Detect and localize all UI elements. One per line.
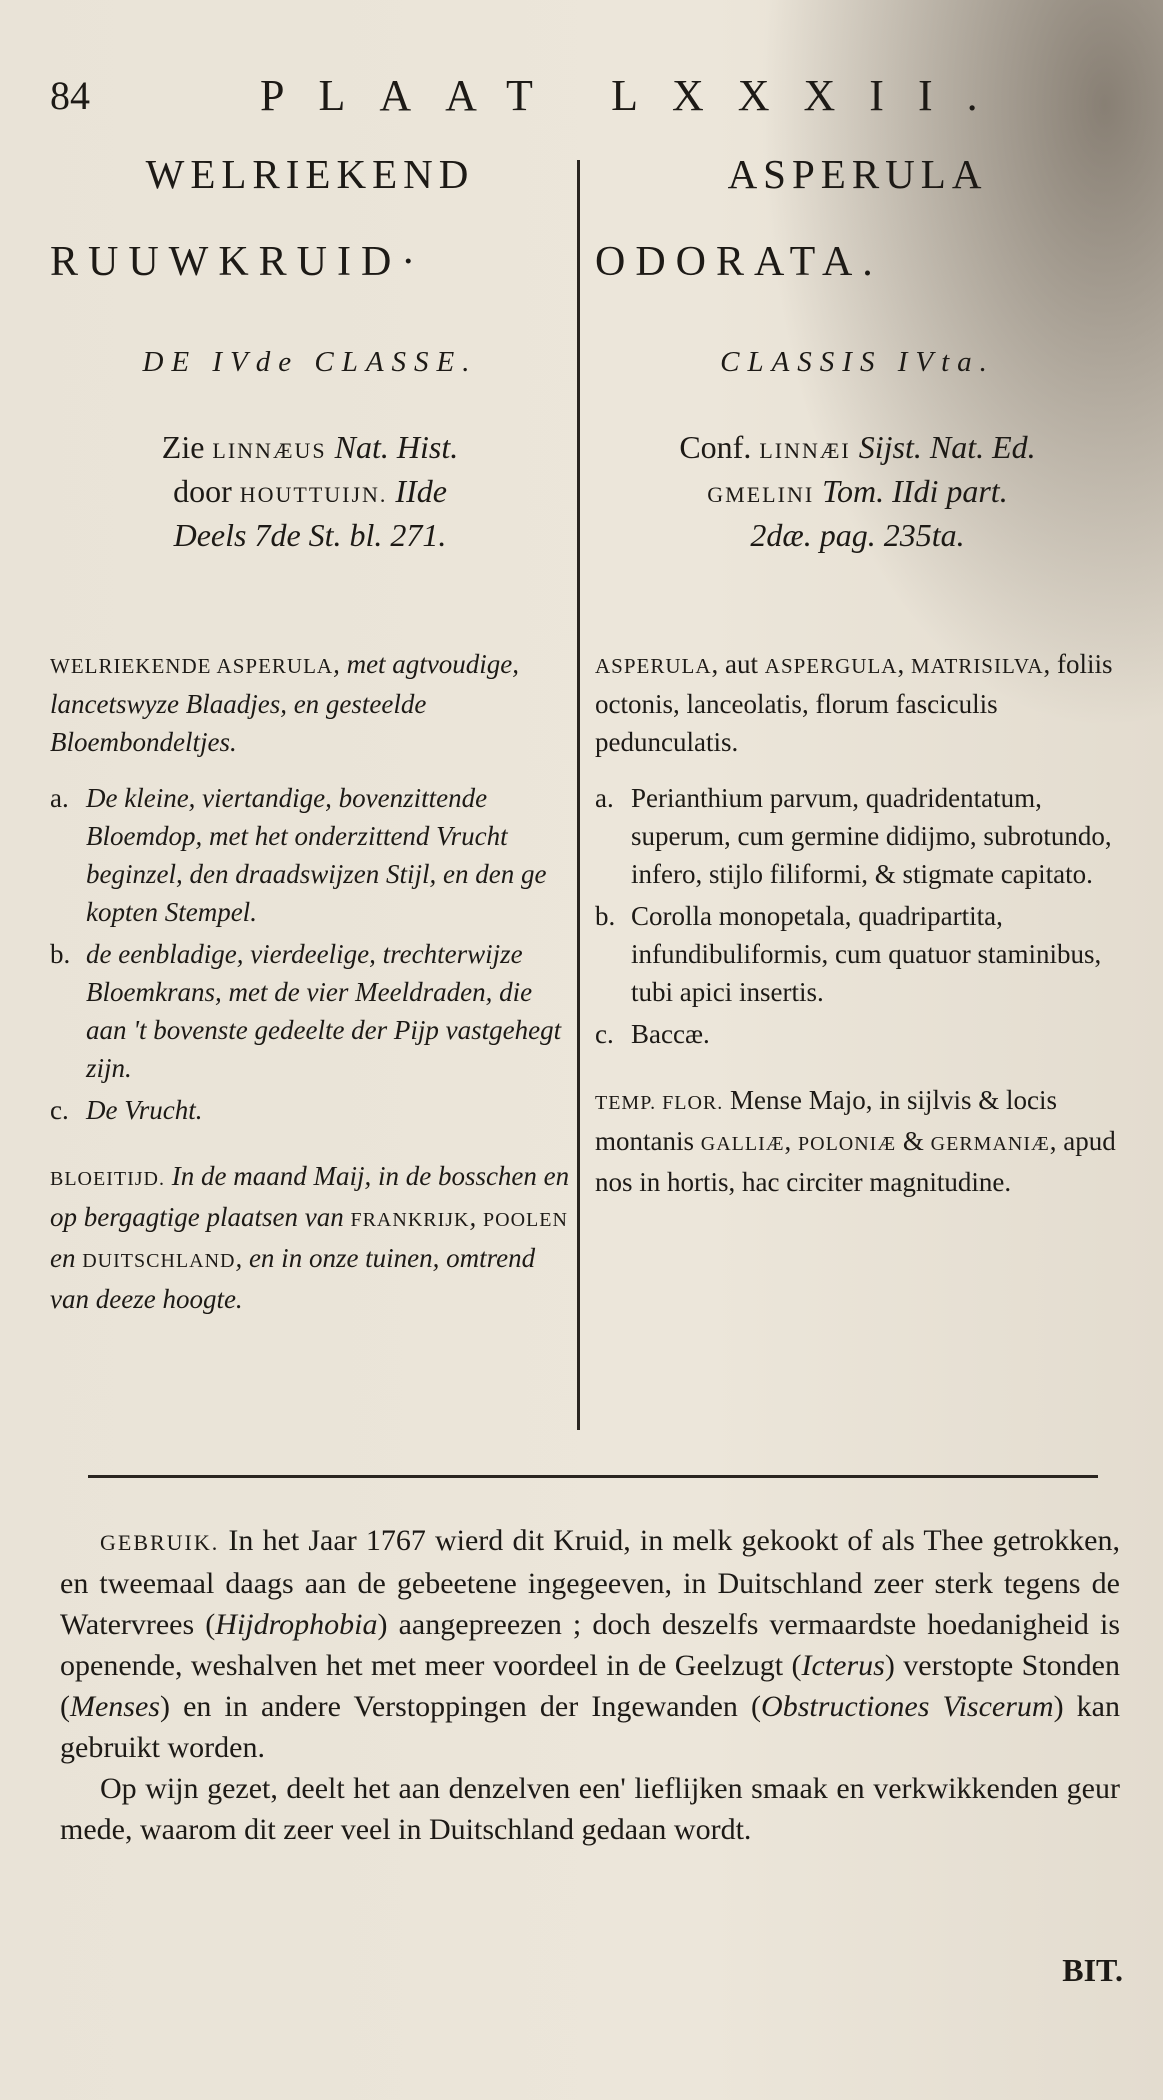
dutch-desc-text: , met agtvoudige, lancetswyze Blaadjes, en gesteelde Bloembondeltjes. (50, 649, 520, 757)
page-number: 84 (50, 73, 90, 118)
usage-paragraph-2: Op wijn gezet, deelt het aan denzelven een' lieflijken smaak en verkwikkenden geur mede, waarom dit zeer veel in Duitschland gedaan wordt. (60, 1772, 1120, 1846)
dutch-desc-lead: WELRIEKENDE ASPERULA (50, 654, 334, 678)
latin-description: ASPERULA, aut ASPERGULA, MATRISILVA, foliis octonis, lanceolatis, florum fasciculis pedunculatis. (595, 649, 1113, 757)
dutch-classe: DE IVde CLASSE. (142, 346, 478, 378)
ref-translator: HOUTTUIJN. (239, 482, 388, 507)
plate-title: PLAAT LXXXII. (260, 71, 1012, 120)
dutch-item-b: b. de eenbladige, vierdeelige, trechterwijze Bloemkrans, met de vier Meeldraden, die aan 't bovenste gedeelte der Pijp vastgehegt zijn. (50, 939, 562, 1083)
catchword: BIT. (1062, 1952, 1123, 1988)
latin-item-c: c. Baccæ. (595, 1019, 710, 1049)
dutch-title-line1: WELRIEKEND (145, 151, 475, 197)
latin-column (595, 150, 1120, 1201)
dutch-item-a: a. De kleine, viertandige, bovenzittende Bloemdop, met het onderzittend Vrucht beginzel, den draadswijzen Stijl, en den ge kopten Stempel. (50, 783, 547, 927)
latin-item-b: b. Corolla monopetala, quadripartita, infundibuliformis, cum quatuor staminibus, tubi apici insertis. (595, 901, 1102, 1007)
ref-pages: Deels 7de St. bl. 271. (173, 517, 447, 553)
latin-flowering: TEMP. FLOR. Mense Majo, in sijlvis & locis montanis GALLIÆ, POLONIÆ & GERMANIÆ, apud nos in hortis, hac circiter magnitudine. (595, 1085, 1116, 1197)
ref-author: LINNÆUS (212, 438, 327, 463)
dutch-title-line2: RUUWKRUID· (50, 239, 426, 285)
page-header (50, 70, 1110, 130)
usage-section (60, 1520, 1120, 1850)
latin-item-a: a. Perianthium parvum, quadridentatum, superum, cum germine didijmo, subrotundo, infero, stijlo filiformi, & stigmate capitato. (595, 783, 1112, 889)
column-divider (577, 160, 580, 1430)
latin-reference: Conf. LINNÆI Sijst. Nat. Ed. GMELINI Tom. IIdi part. 2dæ. pag. 235ta. (679, 429, 1036, 553)
dutch-reference (50, 427, 570, 555)
dutch-item-c: c. De Vrucht. (50, 1095, 203, 1125)
latin-title-line2: ODORATA. (595, 239, 883, 285)
usage-paragraph-1: GEBRUIK. In het Jaar 1767 wierd dit Kruid, in melk gekookt of als Thee getrokken, en tweemaal daags aan de gebeetene ingegeeven, in Duitschland zeer sterk tegens de Watervrees (Hijdrophobia) aangepreezen ; doch deszelfs vermaardste hoedanigheid is openende, weshalven het met meer voordeel in de Geelzugt (Icterus) verstopte Stonden (Menses) en in andere Verstoppingen der Ingewanden (Obstructiones Viscerum) kan gebruikt worden. (60, 1524, 1121, 1764)
dutch-flowering: BLOEITIJD. In de maand Maij, in de bosschen en op bergagtige plaatsen van FRANKRIJK, POOLEN en DUITSCHLAND, en in onze tuinen, omtrend van deeze hoogte. (50, 1161, 570, 1314)
horizontal-rule (88, 1475, 1098, 1478)
ref-prefix: Zie (161, 429, 213, 465)
dutch-column (50, 150, 570, 1318)
latin-classis: CLASSIS IVta. (720, 346, 995, 378)
ref-volume: IIde (387, 473, 447, 509)
latin-title-line1: ASPERULA (727, 151, 988, 197)
dutch-description (50, 645, 570, 761)
ref-prefix-2: door (173, 473, 240, 509)
ref-work: Nat. Hist. (326, 429, 459, 465)
